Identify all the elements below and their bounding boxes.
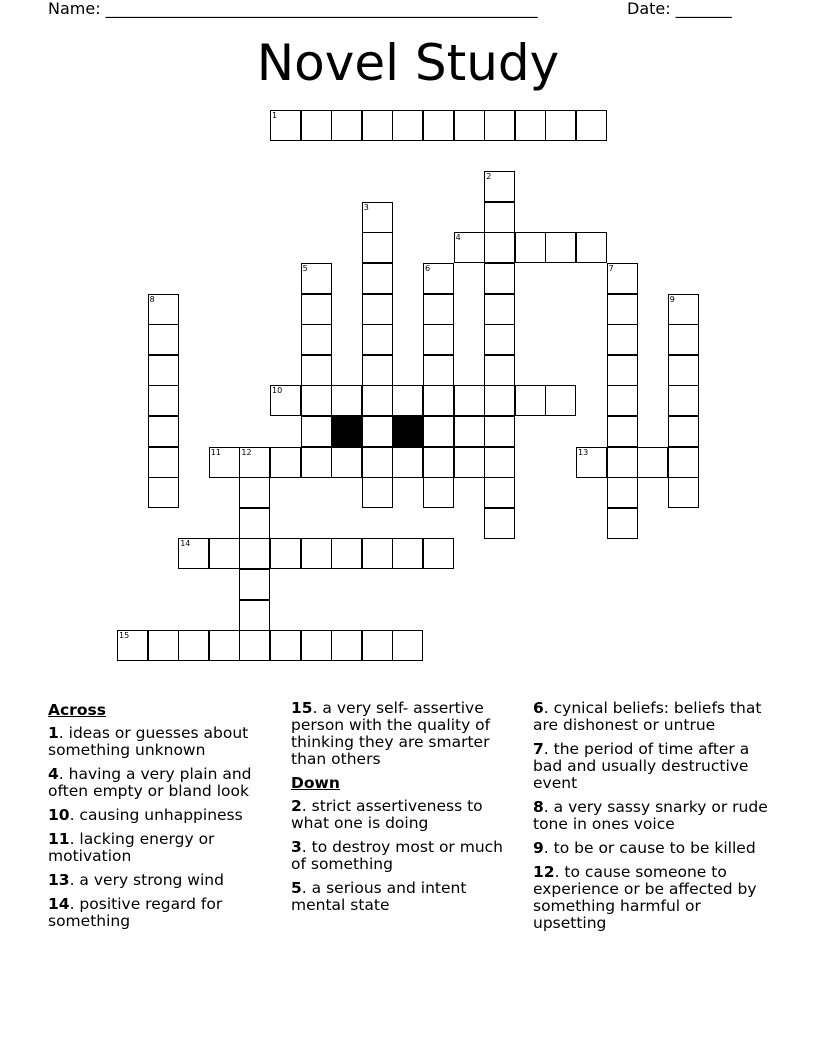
clue-number: 12 xyxy=(533,863,555,881)
grid-cell[interactable] xyxy=(515,232,546,263)
grid-cell[interactable] xyxy=(301,385,332,416)
grid-cell[interactable] xyxy=(423,477,454,508)
grid-cell[interactable] xyxy=(392,385,423,416)
grid-cell[interactable] xyxy=(607,263,638,294)
clue-number: 13 xyxy=(48,871,70,889)
grid-cell[interactable] xyxy=(362,630,393,661)
grid-cell[interactable] xyxy=(668,294,699,325)
cell-number: 11 xyxy=(210,447,221,457)
clue-text: . having a very plain and often empty or bland look xyxy=(48,765,252,800)
grid-cell[interactable] xyxy=(301,110,332,141)
grid-cell[interactable] xyxy=(362,477,393,508)
grid-cell[interactable] xyxy=(454,232,485,263)
grid-cell[interactable] xyxy=(454,447,485,478)
across-clue xyxy=(291,700,516,768)
grid-cell[interactable] xyxy=(607,324,638,355)
grid-cell[interactable] xyxy=(484,385,515,416)
grid-cell[interactable] xyxy=(392,538,423,569)
cell-number: 9 xyxy=(669,294,675,304)
down-clue xyxy=(533,799,773,833)
clue-number: 6 xyxy=(533,699,544,717)
grid-cell[interactable] xyxy=(301,447,332,478)
cell-number: 2 xyxy=(486,172,492,182)
grid-cell[interactable] xyxy=(607,508,638,539)
across-clue xyxy=(48,831,273,865)
grid-cell[interactable] xyxy=(239,447,270,478)
clue-number: 1 xyxy=(48,724,59,742)
grid-cell[interactable] xyxy=(484,263,515,294)
grid-cell[interactable] xyxy=(301,324,332,355)
clue-text: . ideas or guesses about something unknown xyxy=(48,724,249,759)
cell-number: 1 xyxy=(272,111,278,120)
grid-cell[interactable] xyxy=(301,294,332,325)
grid-cell[interactable] xyxy=(148,447,179,478)
grid-cell[interactable] xyxy=(484,294,515,325)
grid-cell[interactable] xyxy=(362,538,393,569)
grid-cell[interactable] xyxy=(545,110,576,141)
grid-cell[interactable] xyxy=(239,569,270,600)
grid-cell[interactable] xyxy=(484,110,515,141)
grid-cell[interactable] xyxy=(484,324,515,355)
grid-cell[interactable] xyxy=(576,110,607,141)
grid-cell[interactable] xyxy=(484,355,515,386)
grid-cell[interactable] xyxy=(668,447,699,478)
grid-cell[interactable] xyxy=(362,110,393,141)
grid-cell[interactable] xyxy=(331,110,362,141)
grid-cell[interactable] xyxy=(484,416,515,447)
grid-cell[interactable] xyxy=(484,232,515,263)
grid-cell[interactable] xyxy=(423,355,454,386)
name-field-label: Name: ______________________________________________________ xyxy=(48,0,538,18)
cell-number: 13 xyxy=(578,447,589,457)
clue-number: 15 xyxy=(291,699,313,717)
grid-cell[interactable] xyxy=(301,630,332,661)
clues-column-1 xyxy=(48,700,273,937)
grid-cell[interactable] xyxy=(148,416,179,447)
cell-number: 5 xyxy=(302,264,308,273)
clue-number: 8 xyxy=(533,798,544,816)
grid-cell[interactable] xyxy=(270,630,301,661)
grid-cell[interactable] xyxy=(239,630,270,661)
grid-cell[interactable] xyxy=(392,110,423,141)
cell-number: 4 xyxy=(455,233,461,243)
clue-text: . a very self- assertive person with the quality of thinking they are smarter than others xyxy=(291,699,491,768)
grid-cell[interactable] xyxy=(545,385,576,416)
clue-text: . causing unhappiness xyxy=(69,806,243,824)
grid-cell[interactable] xyxy=(362,416,393,447)
down-clue xyxy=(291,880,516,914)
grid-cell[interactable] xyxy=(270,538,301,569)
grid-cell[interactable] xyxy=(301,538,332,569)
cell-number: 14 xyxy=(180,539,191,549)
grid-cell[interactable] xyxy=(331,538,362,569)
grid-cell[interactable] xyxy=(301,355,332,386)
clue-text: . to destroy most or much of something xyxy=(291,838,503,873)
grid-cell[interactable] xyxy=(607,385,638,416)
grid-cell[interactable] xyxy=(423,294,454,325)
grid-cell[interactable] xyxy=(362,447,393,478)
clue-number: 4 xyxy=(48,765,59,783)
grid-cell-black xyxy=(392,416,423,447)
grid-cell[interactable] xyxy=(209,630,240,661)
grid-cell[interactable] xyxy=(423,385,454,416)
grid-cell[interactable] xyxy=(301,263,332,294)
cell-number: 3 xyxy=(363,202,369,212)
grid-cell[interactable] xyxy=(148,630,179,661)
cell-number: 12 xyxy=(241,447,252,457)
across-clue xyxy=(48,725,273,759)
grid-cell[interactable] xyxy=(607,416,638,447)
grid-cell[interactable] xyxy=(178,538,209,569)
grid-cell[interactable] xyxy=(637,447,668,478)
grid-cell[interactable] xyxy=(239,538,270,569)
grid-cell[interactable] xyxy=(239,508,270,539)
grid-cell[interactable] xyxy=(423,324,454,355)
clue-text: . to be or cause to be killed xyxy=(543,839,756,857)
grid-cell[interactable] xyxy=(270,447,301,478)
grid-cell[interactable] xyxy=(178,630,209,661)
grid-cell[interactable] xyxy=(301,416,332,447)
grid-cell[interactable] xyxy=(423,416,454,447)
grid-cell[interactable] xyxy=(515,385,546,416)
grid-cell[interactable] xyxy=(454,110,485,141)
clue-text: . a very strong wind xyxy=(69,871,224,889)
grid-cell[interactable] xyxy=(148,294,179,325)
grid-cell[interactable] xyxy=(484,508,515,539)
grid-cell[interactable] xyxy=(239,477,270,508)
grid-cell[interactable] xyxy=(607,294,638,325)
cell-number: 6 xyxy=(425,264,431,273)
grid-cell[interactable] xyxy=(392,630,423,661)
grid-cell[interactable] xyxy=(331,385,362,416)
grid-cell[interactable] xyxy=(209,447,240,478)
grid-cell[interactable] xyxy=(270,110,301,141)
grid-cell[interactable] xyxy=(362,385,393,416)
clue-number: 5 xyxy=(291,879,302,897)
grid-cell[interactable] xyxy=(668,477,699,508)
grid-cell[interactable] xyxy=(454,385,485,416)
grid-cell[interactable] xyxy=(484,447,515,478)
grid-cell[interactable] xyxy=(668,355,699,386)
cell-number: 8 xyxy=(149,294,155,304)
grid-cell[interactable] xyxy=(607,355,638,386)
grid-cell-black xyxy=(331,416,362,447)
down-clue xyxy=(533,741,773,792)
clues-column-3 xyxy=(533,700,773,939)
grid-cell[interactable] xyxy=(362,355,393,386)
clue-text: . lacking energy or motivation xyxy=(48,830,215,865)
grid-cell[interactable] xyxy=(362,202,393,233)
grid-cell[interactable] xyxy=(148,324,179,355)
grid-cell[interactable] xyxy=(607,477,638,508)
clue-text: . cynical beliefs: beliefs that are dishonest or untrue xyxy=(533,699,762,734)
grid-cell[interactable] xyxy=(423,538,454,569)
grid-cell[interactable] xyxy=(576,232,607,263)
cell-number: 7 xyxy=(608,264,614,273)
grid-cell[interactable] xyxy=(362,232,393,263)
date-field-label: Date: _______ xyxy=(627,0,732,18)
grid-cell[interactable] xyxy=(454,416,485,447)
grid-cell[interactable] xyxy=(668,324,699,355)
grid-cell[interactable] xyxy=(331,447,362,478)
grid-cell[interactable] xyxy=(607,447,638,478)
grid-cell[interactable] xyxy=(545,232,576,263)
grid-cell[interactable] xyxy=(148,385,179,416)
across-heading: Across xyxy=(48,701,106,719)
down-clue xyxy=(533,840,773,857)
grid-cell[interactable] xyxy=(423,110,454,141)
clue-text: . to cause someone to experience or be affected by something harmful or upsetting xyxy=(533,863,757,932)
grid-cell[interactable] xyxy=(270,385,301,416)
down-clue xyxy=(291,798,516,832)
clue-number: 7 xyxy=(533,740,544,758)
grid-cell[interactable] xyxy=(484,477,515,508)
clue-text: . strict assertiveness to what one is doing xyxy=(291,797,483,832)
clue-number: 14 xyxy=(48,895,70,913)
clue-text: . a very sassy snarky or rude tone in ones voice xyxy=(533,798,768,833)
grid-cell[interactable] xyxy=(423,263,454,294)
clue-number: 10 xyxy=(48,806,70,824)
grid-cell[interactable] xyxy=(117,630,148,661)
down-clue xyxy=(291,839,516,873)
grid-cell[interactable] xyxy=(484,171,515,202)
grid-cell[interactable] xyxy=(148,355,179,386)
grid-cell[interactable] xyxy=(362,324,393,355)
down-clue xyxy=(533,700,773,734)
clue-text: . the period of time after a bad and usually destructive event xyxy=(533,740,750,792)
grid-cell[interactable] xyxy=(209,538,240,569)
grid-cell[interactable] xyxy=(576,447,607,478)
clue-text: . a serious and intent mental state xyxy=(291,879,467,914)
cell-number: 10 xyxy=(272,386,283,396)
page-title: Novel Study xyxy=(256,34,560,92)
clue-number: 3 xyxy=(291,838,302,856)
grid-cell[interactable] xyxy=(392,447,423,478)
clues-column-2 xyxy=(291,700,516,921)
grid-cell[interactable] xyxy=(362,294,393,325)
grid-cell[interactable] xyxy=(668,385,699,416)
grid-cell[interactable] xyxy=(515,110,546,141)
grid-cell[interactable] xyxy=(331,630,362,661)
across-clue xyxy=(48,807,273,824)
clue-number: 11 xyxy=(48,830,70,848)
clue-number: 9 xyxy=(533,839,544,857)
grid-cell[interactable] xyxy=(668,416,699,447)
grid-cell[interactable] xyxy=(423,447,454,478)
down-clue xyxy=(533,864,773,932)
across-clue xyxy=(48,896,273,930)
down-heading: Down xyxy=(291,774,340,792)
grid-cell[interactable] xyxy=(148,477,179,508)
cell-number: 15 xyxy=(119,631,130,641)
clue-text: . positive regard for something xyxy=(48,895,223,930)
grid-cell[interactable] xyxy=(239,600,270,631)
grid-cell[interactable] xyxy=(362,263,393,294)
across-clue xyxy=(48,766,273,800)
grid-cell[interactable] xyxy=(484,202,515,233)
clue-number: 2 xyxy=(291,797,302,815)
across-clue xyxy=(48,872,273,889)
